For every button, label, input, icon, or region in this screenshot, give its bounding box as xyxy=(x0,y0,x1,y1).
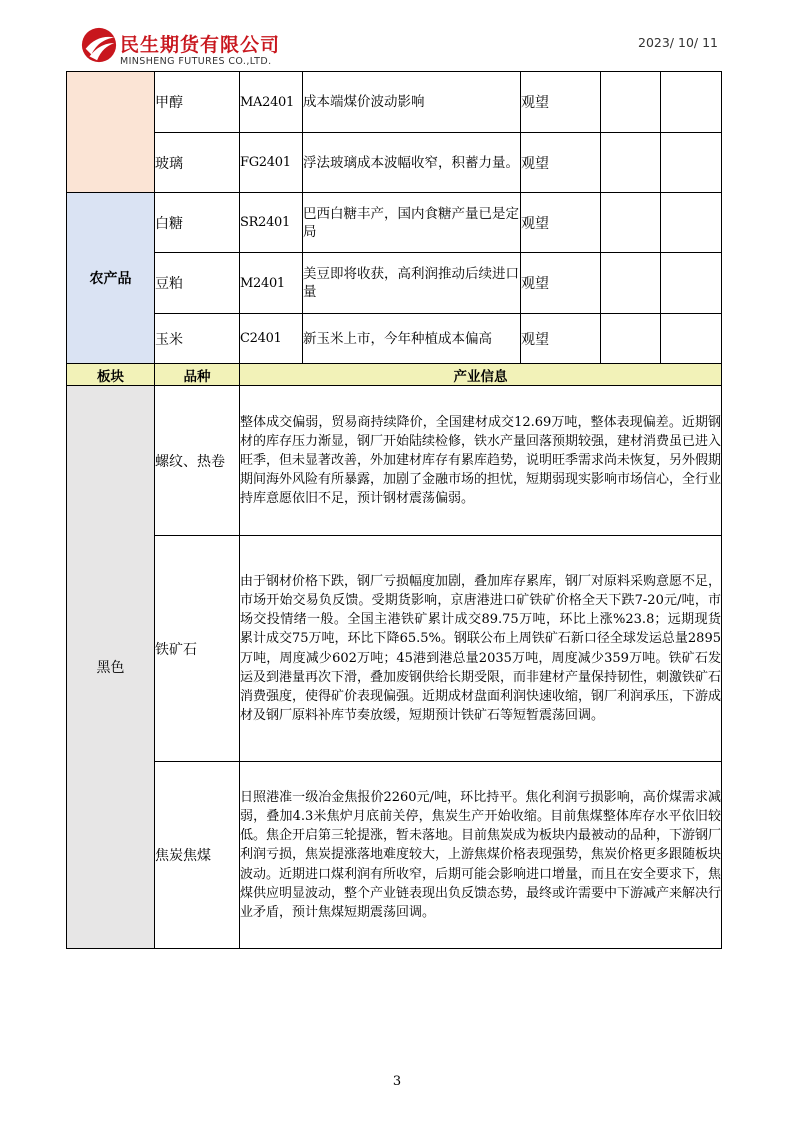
variety-name: 甲醇 xyxy=(155,72,240,133)
sector-black-label: 黑色 xyxy=(67,386,155,949)
minsheng-logo-icon xyxy=(80,26,118,64)
view-cell: 观望 xyxy=(521,253,601,314)
variety-name: 玉米 xyxy=(155,314,240,364)
variety-name: 铁矿石 xyxy=(155,536,240,762)
view-cell: 观望 xyxy=(521,72,601,133)
empty-cell xyxy=(661,72,722,133)
variety-name: 螺纹、热卷 xyxy=(155,386,240,536)
header-variety: 品种 xyxy=(155,364,240,386)
variety-info: 巴西白糖丰产，国内食糖产量已是定局 xyxy=(303,193,521,253)
view-row xyxy=(67,72,722,133)
contract-code: C2401 xyxy=(240,314,303,364)
table-header-row xyxy=(67,364,722,386)
empty-cell xyxy=(661,133,722,193)
industry-info-text: 日照港准一级冶金焦报价2260元/吨，环比持平。焦化利润亏损影响，高价煤需求减弱，叠加4.3米焦炉月底前关停，焦炭生产开始收缩。目前焦煤整体库存水平依旧较低。焦企开启第三轮提涨，暂未落地。目前焦炭成为板块内最被动的品种，下游钢厂利润亏损，焦炭提涨落地难度较大，上游焦煤价格表现强势，焦炭价格更多跟随板块波动。近期进口煤利润有所收窄，后期可能会影响进口增量，而且在安全要求下，焦煤供应明显波动，整个产业链表现出负反馈态势，最终或许需要中下游减产来解决行业矛盾，预计焦煤短期震荡回调。 xyxy=(240,762,722,949)
empty-cell xyxy=(601,253,661,314)
empty-cell xyxy=(661,253,722,314)
view-cell: 观望 xyxy=(521,314,601,364)
empty-cell xyxy=(601,314,661,364)
contract-code: FG2401 xyxy=(240,133,303,193)
variety-info: 浮法玻璃成本波幅收窄，积蓄力量。 xyxy=(303,133,521,193)
industry-row xyxy=(67,536,722,762)
sector-cell-chem xyxy=(67,72,155,193)
empty-cell xyxy=(601,133,661,193)
industry-row xyxy=(67,762,722,949)
variety-info: 新玉米上市，今年种植成本偏高 xyxy=(303,314,521,364)
variety-name: 焦炭焦煤 xyxy=(155,762,240,949)
report-table xyxy=(66,71,722,949)
report-date: 2023/ 10/ 11 xyxy=(638,35,718,50)
empty-cell xyxy=(661,314,722,364)
brand-name-en: MINSHENG FUTURES CO.,LTD. xyxy=(120,56,272,67)
header-sector: 板块 xyxy=(67,364,155,386)
industry-info-text: 整体成交偏弱，贸易商持续降价，全国建材成交12.69万吨，整体表现偏差。近期钢材的库存压力渐显，钢厂开始陆续检修，铁水产量回落预期较强，建材消费虽已进入旺季，但未显著改善，外加建材库存有累库趋势，说明旺季需求尚未恢复，另外假期期间海外风险有所暴露，加剧了金融市场的担忧，短期弱现实影响市场信心，全行业持库意愿依旧不足，预计钢材震荡偏弱。 xyxy=(240,386,722,536)
industry-info-text: 由于钢材价格下跌，钢厂亏损幅度加剧，叠加库存累库，钢厂对原料采购意愿不足，市场开始交易负反馈。受期货影响，京唐港进口矿铁矿价格全天下跌7-20元/吨，市场交投情绪一般。全国主港铁矿累计成交89.75万吨，环比上涨%23.8；远期现货累计成交75万吨，环比下降65.5%。钢联公布上周铁矿石新口径全球发运总量2895万吨，周度减少602万吨；45港到港总量2035万吨，周度减少359万吨。铁矿石发运及到港量再次下滑，叠加废钢供给长期受限，而非建材产量保持韧性，刺激铁矿石消费强度，使得矿价表现偏强。近期成材盘面利润快速收缩，钢厂利润承压，下游成材及钢厂原料补库节奏放缓，短期预计铁矿石等短暂震荡回调。 xyxy=(240,536,722,762)
view-row xyxy=(67,314,722,364)
brand-name-cn: 民生期货有限公司 xyxy=(120,34,281,56)
contract-code: MA2401 xyxy=(240,72,303,133)
view-row xyxy=(67,133,722,193)
variety-info: 美豆即将收获，高利润推动后续进口量 xyxy=(303,253,521,314)
sector-agri-label: 农产品 xyxy=(67,193,155,364)
header-industry-info: 产业信息 xyxy=(240,364,722,386)
variety-name: 玻璃 xyxy=(155,133,240,193)
contract-code: M2401 xyxy=(240,253,303,314)
variety-name: 白糖 xyxy=(155,193,240,253)
empty-cell xyxy=(601,72,661,133)
view-row xyxy=(67,193,722,253)
empty-cell xyxy=(661,193,722,253)
variety-name: 豆粕 xyxy=(155,253,240,314)
empty-cell xyxy=(601,193,661,253)
view-row xyxy=(67,253,722,314)
view-cell: 观望 xyxy=(521,133,601,193)
page-header xyxy=(0,0,794,72)
view-cell: 观望 xyxy=(521,193,601,253)
industry-row xyxy=(67,386,722,536)
variety-info: 成本端煤价波动影响 xyxy=(303,72,521,133)
page-number: 3 xyxy=(392,1074,402,1089)
contract-code: SR2401 xyxy=(240,193,303,253)
